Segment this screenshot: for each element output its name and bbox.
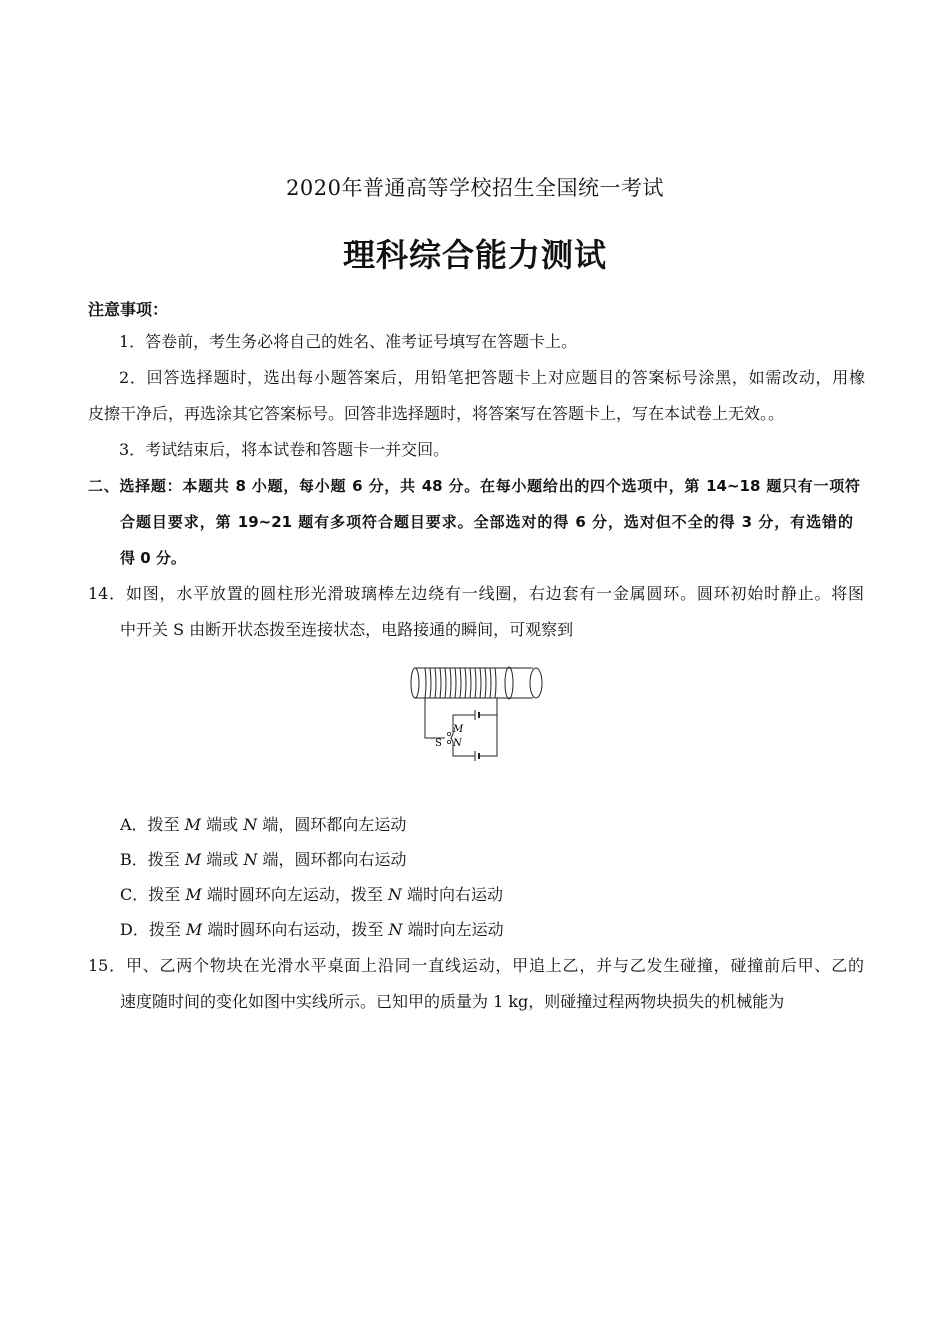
rod-left-end <box>411 668 419 698</box>
label-m: M <box>453 724 464 735</box>
notice-heading: 注意事项： <box>88 300 169 319</box>
wire-n-battery-right <box>485 715 497 756</box>
option-b: B．拨至 M 端或 N 端，圆环都向右运动 <box>120 850 407 869</box>
rod-right-end <box>530 668 542 698</box>
exam-title: 2020年普通高等学校招生全国统一考试 <box>286 176 664 200</box>
wire-m-battery-right <box>485 698 497 715</box>
option-c: C．拨至 M 端时圆环向左运动，拨至 N 端时向右运动 <box>120 885 504 904</box>
notice-item-2-line-1: 2．回答选择题时，选出每小题答案后，用铅笔把答题卡上对应题目的答案标号涂黑，如需改动，用橡 <box>119 368 865 387</box>
subject-title: 理科综合能力测试 <box>342 236 607 274</box>
option-a: A．拨至 M 端或 N 端，圆环都向左运动 <box>120 815 407 834</box>
wire-left <box>425 698 445 738</box>
notice-item-3: 3．考试结束后，将本试卷和答题卡一并交回。 <box>119 440 450 459</box>
option-d: D．拨至 M 端时圆环向右运动，拨至 N 端时向左运动 <box>120 920 504 939</box>
coil-windings <box>425 668 496 698</box>
terminal-n <box>447 740 450 743</box>
question-15-line-2: 速度随时间的变化如图中实线所示。已知甲的质量为 1 kg，则碰撞过程两物块损失的机械能为 <box>120 992 785 1011</box>
section-2-line-1: 二、选择题：本题共 8 小题，每小题 6 分，共 48 分。在每小题给出的四个选项中，第 14~18 题只有一项符 <box>88 477 860 495</box>
coil-circuit-figure <box>405 660 555 770</box>
section-2-line-2: 合题目要求，第 19~21 题有多项符合题目要求。全部选对的得 6 分，选对但不全的得 3 分，有选错的 <box>120 513 853 531</box>
terminal-m <box>447 732 450 735</box>
label-s: S <box>435 738 442 749</box>
label-n: N <box>453 738 462 749</box>
question-14-line-2: 中开关 S 由断开状态拨至连接状态，电路接通的瞬间，可观察到 <box>120 620 574 639</box>
question-15-line-1: 15．甲、乙两个物块在光滑水平桌面上沿同一直线运动，甲追上乙，并与乙发生碰撞，碰撞前后甲、乙的 <box>88 956 864 975</box>
question-14-line-1: 14．如图，水平放置的圆柱形光滑玻璃棒左边绕有一线圈，右边套有一金属圆环。圆环初始时静止。将图 <box>88 584 864 603</box>
notice-item-2-line-2: 皮擦干净后，再选涂其它答案标号。回答非选择题时，将答案写在答题卡上，写在本试卷上无效。。 <box>88 404 785 423</box>
section-2-line-3: 得 0 分。 <box>120 549 186 567</box>
metal-ring <box>505 667 513 699</box>
notice-item-1: 1．答卷前，考生务必将自己的姓名、准考证号填写在答题卡上。 <box>119 332 578 351</box>
